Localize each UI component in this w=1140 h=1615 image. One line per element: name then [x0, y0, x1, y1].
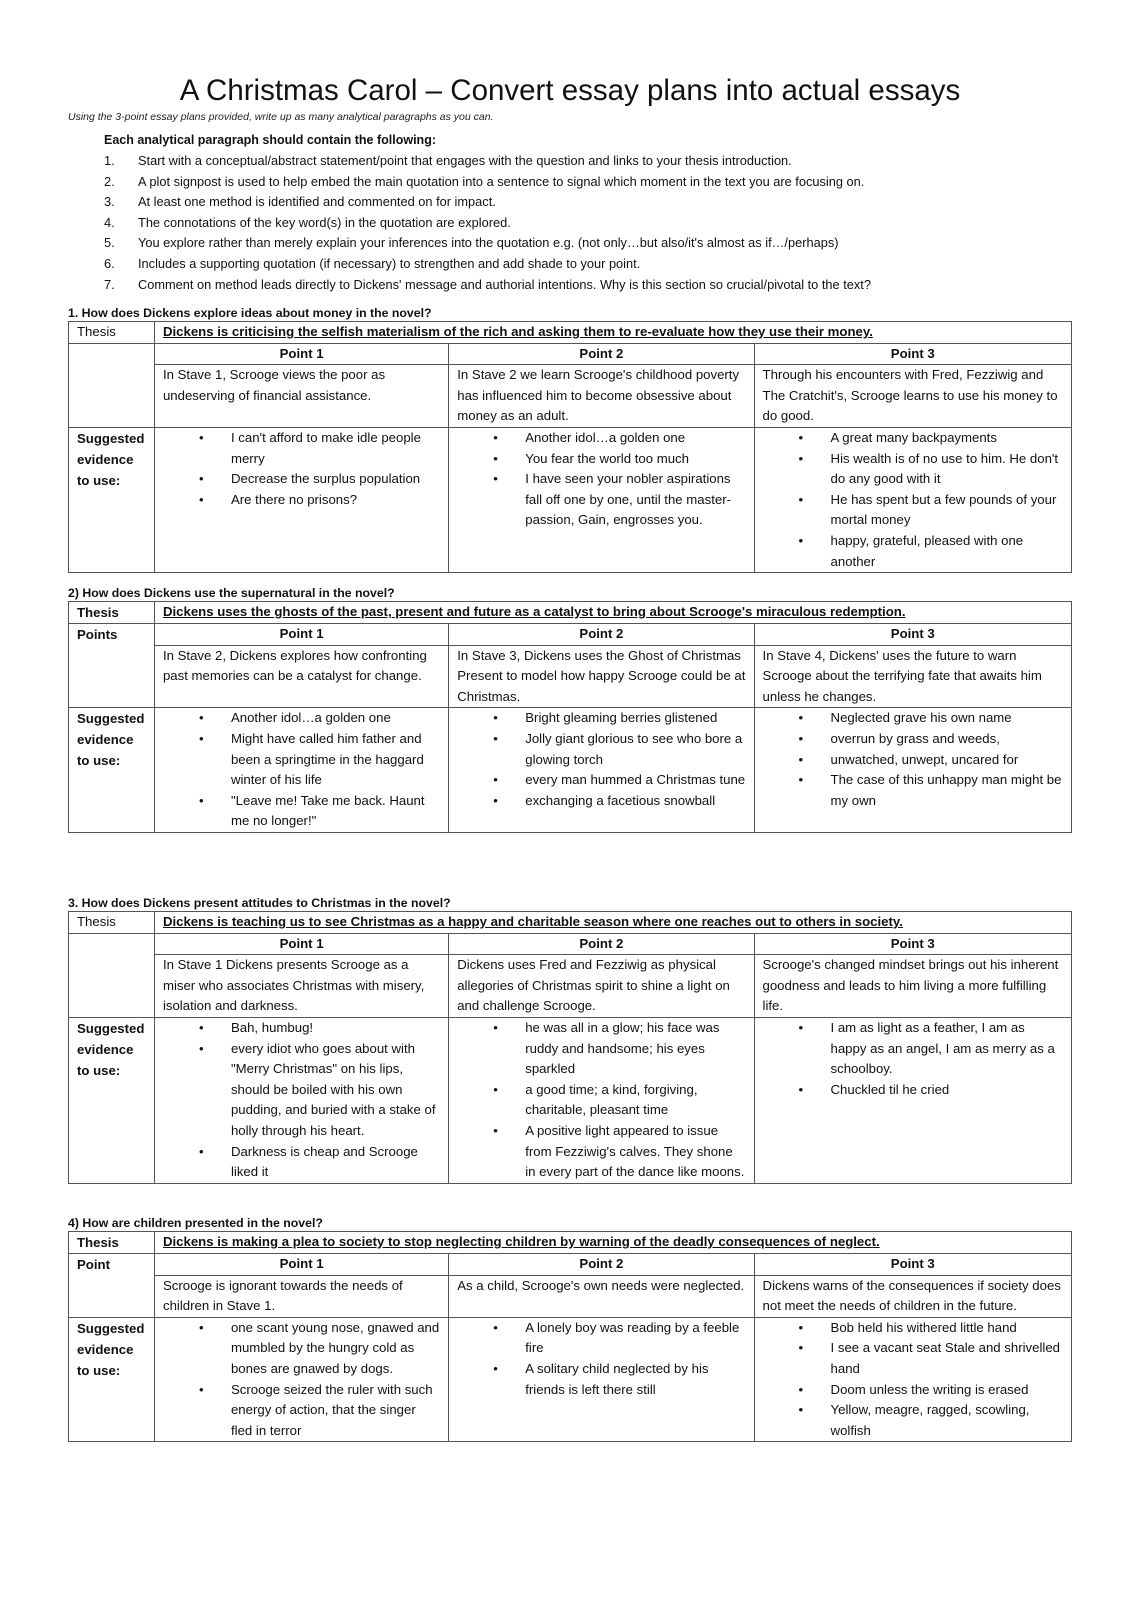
- evidence-label: Suggested evidence to use:: [69, 427, 155, 572]
- point-text: In Stave 2, Dickens explores how confronting past memories can be a catalyst for change.: [154, 645, 448, 708]
- criteria-item: 7. Comment on method leads directly to Dickens' message and authorial intentions. Why is this section so crucial/pivotal to the text?: [104, 276, 871, 292]
- evidence-quote: • Neglected grave his own name: [763, 708, 1063, 729]
- evidence-quote: • Bright gleaming berries glistened: [457, 708, 745, 729]
- point-text: Scrooge's changed mindset brings out his inherent goodness and leads to him living a more fulfilling life.: [754, 955, 1071, 1018]
- point-header: Point 3: [754, 933, 1071, 955]
- evidence-row: [69, 708, 1072, 833]
- evidence-cell: [154, 427, 448, 572]
- evidence-quote: • happy, grateful, pleased with one another: [763, 531, 1063, 572]
- evidence-label: Suggested evidence to use:: [69, 708, 155, 833]
- evidence-quote: • The case of this unhappy man might be my own: [763, 770, 1063, 811]
- evidence-quote: • he was all in a glow; his face was ruddy and handsome; his eyes sparkled: [457, 1018, 745, 1080]
- evidence-quote: • His wealth is of no use to him. He don't do any good with it: [763, 449, 1063, 490]
- evidence-cell: [449, 1017, 754, 1183]
- evidence-quote: • unwatched, unwept, uncared for: [763, 750, 1063, 771]
- page-title: A Christmas Carol – Convert essay plans into actual essays: [179, 74, 961, 107]
- point-header: Point 2: [449, 1254, 754, 1276]
- point-header: Point 2: [449, 624, 754, 646]
- evidence-quote: • Bob held his withered little hand: [763, 1318, 1063, 1339]
- essay-plan-table: [68, 601, 1072, 833]
- evidence-quote: • Darkness is cheap and Scrooge liked it: [163, 1142, 440, 1183]
- point-header-row: [69, 1254, 1072, 1276]
- evidence-quote: • Scrooge seized the ruler with such energy of action, that the singer fled in terror: [163, 1380, 440, 1442]
- evidence-cell: [449, 427, 754, 572]
- intro-instruction: Using the 3-point essay plans provided, write up as many analytical paragraphs as you can.: [68, 111, 494, 123]
- question-title: 1. How does Dickens explore ideas about money in the novel?: [68, 306, 432, 320]
- criteria-list: [68, 151, 1072, 295]
- point-text: In Stave 1, Scrooge views the poor as undeserving of financial assistance.: [154, 365, 448, 428]
- evidence-quote: • Jolly giant glorious to see who bore a glowing torch: [457, 729, 745, 770]
- section-children: [68, 1215, 1072, 1442]
- thesis-row: [69, 1232, 1072, 1254]
- evidence-cell: [754, 708, 1071, 833]
- evidence-quote: • I see a vacant seat Stale and shrivelled hand: [763, 1338, 1063, 1379]
- evidence-quote: • Another idol…a golden one: [457, 428, 745, 449]
- evidence-cell: [154, 1317, 448, 1442]
- point-header-row: [69, 624, 1072, 646]
- evidence-cell: [449, 708, 754, 833]
- point-text: Dickens uses Fred and Fezziwig as physical allegories of Christmas spirit to shine a light on and challenge Scrooge.: [449, 955, 754, 1018]
- section-money: [68, 305, 1072, 573]
- evidence-cell: [154, 708, 448, 833]
- point-header: Point 3: [754, 343, 1071, 365]
- thesis-row: [69, 602, 1072, 624]
- thesis-text: Dickens is making a plea to society to stop neglecting children by warning of the deadly consequences of neglect.: [154, 1232, 1071, 1254]
- evidence-quote: • A solitary child neglected by his friends is left there still: [457, 1359, 745, 1400]
- point-header: Point 3: [754, 1254, 1071, 1276]
- point-text-row: [69, 365, 1072, 428]
- point-text: Through his encounters with Fred, Fezziwig and The Cratchit's, Scrooge learns to use his money to do good.: [754, 365, 1071, 428]
- criteria-item: 6. Includes a supporting quotation (if necessary) to strengthen and add shade to your point.: [104, 255, 641, 271]
- thesis-text: Dickens is criticising the selfish materialism of the rich and asking them to re-evaluate how they use their money.: [154, 322, 1071, 344]
- evidence-quote: • overrun by grass and weeds,: [763, 729, 1063, 750]
- evidence-cell: [754, 1017, 1071, 1183]
- point-header: Point 3: [754, 624, 1071, 646]
- evidence-quote: • I am as light as a feather, I am as happy as an angel, I am as merry as a schoolboy.: [763, 1018, 1063, 1080]
- points-label: Point: [69, 1254, 155, 1318]
- point-text: In Stave 4, Dickens' uses the future to warn Scrooge about the terrifying fate that awaits him unless he changes.: [754, 645, 1071, 708]
- point-header: Point 1: [154, 343, 448, 365]
- evidence-quote: • Chuckled til he cried: [763, 1080, 1063, 1101]
- thesis-text: Dickens uses the ghosts of the past, present and future as a catalyst to bring about Scrooge's miraculous redemption.: [154, 602, 1071, 624]
- evidence-quote: • I can't afford to make idle people merry: [163, 428, 440, 469]
- evidence-cell: [754, 427, 1071, 572]
- criteria-item: 1. Start with a conceptual/abstract statement/point that engages with the question and links to your thesis introduction.: [104, 153, 792, 168]
- evidence-quote: • A lonely boy was reading by a feeble fire: [457, 1318, 745, 1359]
- criteria-item: 4. The connotations of the key word(s) in the quotation are explored.: [104, 214, 511, 230]
- point-header: Point 1: [154, 1254, 448, 1276]
- criteria-item: 5. You explore rather than merely explain your inferences into the quotation e.g. (not only…but also/it's almost as if…/perhaps): [104, 235, 839, 251]
- evidence-quote: • Yellow, meagre, ragged, scowling, wolfish: [763, 1400, 1063, 1441]
- thesis-label: Thesis: [69, 602, 155, 624]
- evidence-quote: • Another idol…a golden one: [163, 708, 440, 729]
- essay-plan-table: [68, 321, 1072, 573]
- evidence-cell: [154, 1017, 448, 1183]
- evidence-quote: • A positive light appeared to issue from Fezziwig's calves. They shone in every part of the dance like moons.: [457, 1121, 745, 1183]
- point-header: Point 1: [154, 933, 448, 955]
- evidence-quote: • every man hummed a Christmas tune: [457, 770, 745, 791]
- question-title: 4) How are children presented in the novel?: [68, 1216, 323, 1230]
- evidence-row: [69, 1017, 1072, 1183]
- evidence-quote: • You fear the world too much: [457, 449, 745, 470]
- evidence-row: [69, 1317, 1072, 1442]
- section-christmas: [68, 895, 1072, 1184]
- point-header-row: [69, 933, 1072, 955]
- point-text: In Stave 1 Dickens presents Scrooge as a miser who associates Christmas with misery, isolation and darkness.: [154, 955, 448, 1018]
- question-title: 3. How does Dickens present attitudes to Christmas in the novel?: [68, 896, 451, 910]
- point-header: Point 1: [154, 624, 448, 646]
- point-header: Point 2: [449, 343, 754, 365]
- points-label: [69, 343, 155, 427]
- evidence-quote: • Might have called him father and been a springtime in the haggard winter of his life: [163, 729, 440, 791]
- point-text-row: [69, 645, 1072, 708]
- evidence-quote: • exchanging a facetious snowball: [457, 791, 745, 812]
- evidence-label: Suggested evidence to use:: [69, 1017, 155, 1183]
- evidence-quote: • Are there no prisons?: [163, 490, 440, 511]
- essay-plan-table: [68, 911, 1072, 1184]
- thesis-label: Thesis: [69, 322, 155, 344]
- evidence-quote: • "Leave me! Take me back. Haunt me no longer!": [163, 791, 440, 832]
- section-supernatural: [68, 585, 1072, 833]
- evidence-row: [69, 427, 1072, 572]
- point-text: Scrooge is ignorant towards the needs of children in Stave 1.: [154, 1275, 448, 1317]
- point-header-row: [69, 343, 1072, 365]
- point-text-row: [69, 955, 1072, 1018]
- thesis-label: Thesis: [69, 912, 155, 934]
- thesis-row: [69, 912, 1072, 934]
- point-header: Point 2: [449, 933, 754, 955]
- point-text: In Stave 3, Dickens uses the Ghost of Christmas Present to model how happy Scrooge could be at Christmas.: [449, 645, 754, 708]
- thesis-row: [69, 322, 1072, 344]
- point-text: In Stave 2 we learn Scrooge's childhood poverty has influenced him to become obsessive about money as an adult.: [449, 365, 754, 428]
- thesis-text: Dickens is teaching us to see Christmas as a happy and charitable season where one reaches out to others in society.: [154, 912, 1071, 934]
- evidence-quote: • I have seen your nobler aspirations fall off one by one, until the master-passion, Gain, engrosses you.: [457, 469, 745, 531]
- evidence-quote: • a good time; a kind, forgiving, charitable, pleasant time: [457, 1080, 745, 1121]
- points-label: [69, 933, 155, 1017]
- criteria-heading: Each analytical paragraph should contain the following:: [104, 133, 436, 147]
- criteria-item: 2. A plot signpost is used to help embed the main quotation into a sentence to signal which moment in the text you are focusing on.: [104, 173, 865, 189]
- thesis-label: Thesis: [69, 1232, 155, 1254]
- evidence-label: Suggested evidence to use:: [69, 1317, 155, 1442]
- evidence-quote: • He has spent but a few pounds of your mortal money: [763, 490, 1063, 531]
- point-text: Dickens warns of the consequences if society does not meet the needs of children in the future.: [754, 1275, 1071, 1317]
- evidence-quote: • every idiot who goes about with "Merry Christmas" on his lips, should be boiled with his own pudding, and buried with a stake of holly through his heart.: [163, 1039, 440, 1142]
- evidence-quote: • A great many backpayments: [763, 428, 1063, 449]
- essay-plan-table: [68, 1231, 1072, 1442]
- point-text: As a child, Scrooge's own needs were neglected.: [449, 1275, 754, 1317]
- points-label: Points: [69, 624, 155, 708]
- evidence-quote: • one scant young nose, gnawed and mumbled by the hungry cold as bones are gnawed by dogs.: [163, 1318, 440, 1380]
- criteria-item: 3. At least one method is identified and commented on for impact.: [104, 194, 496, 210]
- point-text-row: [69, 1275, 1072, 1317]
- evidence-cell: [449, 1317, 754, 1442]
- evidence-quote: • Decrease the surplus population: [163, 469, 440, 490]
- evidence-quote: • Bah, humbug!: [163, 1018, 440, 1039]
- evidence-cell: [754, 1317, 1071, 1442]
- evidence-quote: • Doom unless the writing is erased: [763, 1380, 1063, 1401]
- question-title: 2) How does Dickens use the supernatural in the novel?: [68, 586, 395, 600]
